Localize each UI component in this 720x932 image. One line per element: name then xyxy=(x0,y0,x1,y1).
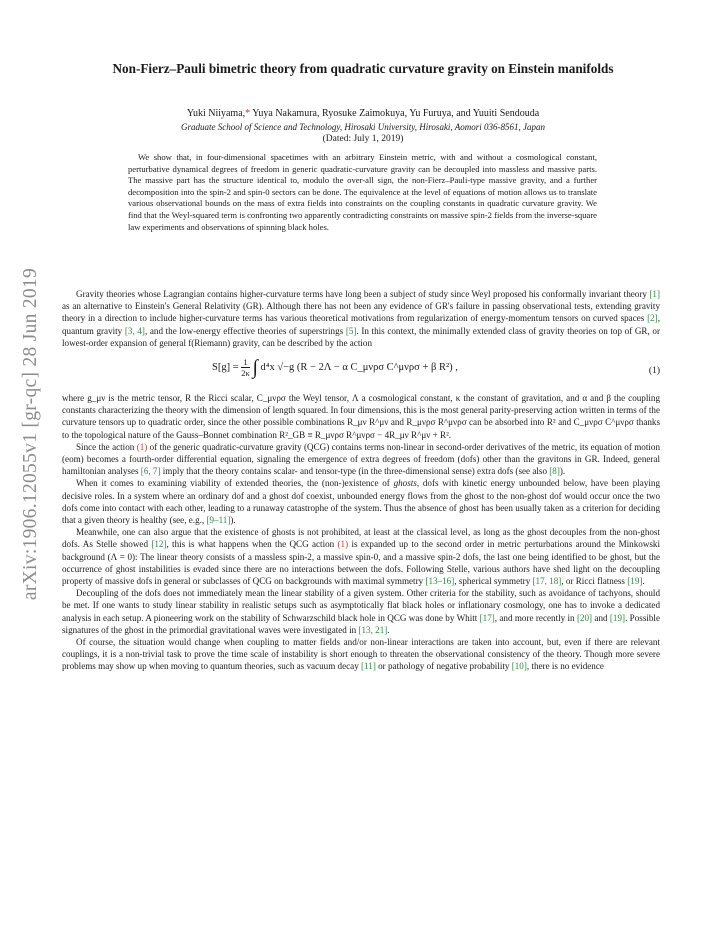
author-list xyxy=(88,107,638,120)
paragraph-1 xyxy=(62,288,660,349)
corresponding-author-marker[interactable]: * xyxy=(245,108,251,119)
paragraph-3 xyxy=(62,441,660,478)
other-authors: Yuya Nakamura, Ryosuke Zaimokuya, Yu Furuya, and Yuuiti Sendouda xyxy=(250,108,540,119)
text-run: Of course, the situation would change when coupling to matter fields and/or non-linear interactions are taken into account, but, even if there are relevant couplings, it is a non-trivial task to prove the time scale of instability is short enough to threaten the observational consistency of the theory. Though more severe problems may show up when moving to quantum theories, such as vacuum decay xyxy=(62,637,660,672)
citation-link[interactable]: [19] xyxy=(627,576,643,587)
date-line: (Dated: July 1, 2019) xyxy=(322,134,404,144)
paper-title: Non-Fierz–Pauli bimetric theory from quadratic curvature gravity on Einstein manifolds xyxy=(112,61,614,76)
text-run: , and the low-energy effective theories of superstrings xyxy=(144,325,346,336)
citation-link[interactable]: [9–11] xyxy=(206,515,231,526)
equation-ref-link[interactable]: (1) xyxy=(337,539,349,550)
paragraph-2: where g_μν is the metric tensor, R the Ricci scalar, C_μνρσ the Weyl tensor, Λ a cosmological constant, κ the constant of gravitation, and α and β the coupling constants characterizing the theory with the dimension of length squared. In four dimensions, this is the most general parity-preserving action written in terms of the curvature tensors up to quadratic order, since the other possible combinations R_μν R^μν and R_μνρσ R^μνρσ can be absorbed into R² and C_μνρσ C^μνρσ thanks to the topological nature of the Gauss–Bonnet combination R²_GB ≡ R_μνρσ R^μνρσ − 4R_μν R^μν + R². xyxy=(62,393,661,440)
text-run: . Possible signatures of the ghost in the primordial gravitational waves were investigated in xyxy=(62,612,660,635)
equation-number: (1) xyxy=(648,366,660,377)
text-run: , there is no evidence xyxy=(526,661,604,672)
affiliation: Graduate School of Science and Technology, Hirosaki University, Hirosaki, Aomori 036-8561, Japan xyxy=(180,122,546,132)
text-run: Meanwhile, one can also argue that the existence of ghosts is not prohibited, at least at the classical level, as long as the ghost decouples from the non-ghost dofs. As Stelle showed xyxy=(62,527,660,550)
text-run: of the generic quadratic-curvature gravity (QCG) contains terms non-linear in second-order derivatives of the metric, its equation of motion (eom) becomes a fourth-order differential equation, signaling the emergence of extra degrees of freedom (dofs) other than the gravitons in GR. Indeed, general hamiltonian analyses xyxy=(62,441,660,477)
citation-link[interactable]: [8] xyxy=(549,466,560,477)
text-run: and xyxy=(592,612,610,623)
arxiv-stamp-text: arXiv:1906.12055v1 [gr-qc] 28 Jun 2019 xyxy=(20,267,41,601)
equation-fraction xyxy=(241,357,250,378)
paragraph-6 xyxy=(62,587,660,636)
text-run: , or Ricci flatness xyxy=(561,576,628,587)
citation-link[interactable]: [19] xyxy=(609,612,626,623)
text-run: Gravity theories whose Lagrangian contains higher-curvature terms have long been a subject of study since Weyl proposed his conformally invariant theory xyxy=(76,289,650,299)
paragraph-5 xyxy=(62,526,660,587)
first-author: Yuki Niiyama, xyxy=(186,108,246,119)
text-run: . xyxy=(642,576,645,587)
citation-link[interactable]: [11] xyxy=(361,661,376,672)
citation-link[interactable]: [13–16] xyxy=(425,576,455,587)
text-run: as an alternative to Einstein's General Relativity (GR). Although there has not been any evidence of GR's failure in passing observational tests, extending gravity theory in a direction to include higher-curvature terms has various theoretical motivations from regularization of energy-momentum tensors on curved spaces xyxy=(62,301,660,324)
text-run: ). xyxy=(559,466,566,477)
equation-body xyxy=(212,357,458,378)
paragraph-4 xyxy=(62,477,660,526)
citation-link[interactable]: [13, 21] xyxy=(358,624,388,635)
equation-ref-link[interactable]: (1) xyxy=(136,441,148,452)
fraction-numerator: 1 xyxy=(241,357,250,368)
emphasis: ghosts xyxy=(393,478,417,489)
text-run: , quantum gravity xyxy=(62,313,660,336)
citation-link[interactable]: [17] xyxy=(479,612,495,623)
text-run: . xyxy=(387,624,390,635)
citation-link[interactable]: [20] xyxy=(576,612,593,623)
abstract: We show that, in four-dimensional spacetimes with an arbitrary Einstein metric, with and without a cosmological constant, perturbative dynamical degrees of freedom in generic quadratic-curvature gravity can be decoupled into massless and massive parts. The massive part has the structure identical to, modulo the over-all sign, the non-Fierz–Pauli-type massive gravity, and a further decomposition into the spin-2 and spin-0 sectors can be done. The equivalence at the level of equations of motion allows us to translate various observational bounds on the mass of extra fields into constraints on the coupling constants in quadratic curvature gravity. We find that the Weyl-squared term is confronting two apparently contradicting constraints on massive spin-2 fields from the inverse-square law experiments and observations of spinning black holes. xyxy=(128,152,597,232)
text-run: When it comes to examining viability of extended theories, the (non-)existence of xyxy=(76,478,394,489)
citation-link[interactable]: [17, 18] xyxy=(532,576,562,587)
citation-link[interactable]: [6, 7] xyxy=(140,466,161,477)
equation-1 xyxy=(62,355,660,385)
text-run: , spherical symmetry xyxy=(454,576,533,587)
integral-sign: ∫ xyxy=(252,356,258,379)
text-run: ). xyxy=(230,515,236,526)
citation-link[interactable]: [10] xyxy=(511,661,527,672)
citation-link[interactable]: [2] xyxy=(647,313,658,324)
text-run: , dofs with kinetic energy unbounded below, have been playing decisive roles. In a system where an ordinary dof and a ghost dof coexist, unbounded energy flows from the ghost to the non-ghost dof would occur once the two dofs come into contact with each other, leading to a runaway catastrophe of the system. Thus the absence of ghost has been usually taken as a criterion for deciding that a given theory is healthy (see, e.g., xyxy=(62,478,661,526)
citation-link[interactable]: [12] xyxy=(151,539,167,550)
text-run: or pathology of negative probability xyxy=(375,661,512,672)
text-run: . In this context, the minimally extended class of gravity theories on top of GR, or lowest-order expansion of general f(Riemann) gravity, can be described by the action xyxy=(62,325,660,348)
text-run: imply that the theory contains scalar- and tensor-type (in the three-dimensional sense) extra dofs (see also xyxy=(160,466,550,477)
text-run: Since the action xyxy=(76,441,137,452)
introduction-body xyxy=(62,288,660,673)
paragraph-7 xyxy=(62,636,660,673)
citation-link[interactable]: [3, 4] xyxy=(124,325,145,336)
text-run: is expanded up to the second order in metric perturbations around the Minkowski background (Λ = 0): The linear theory consists of a massless spin-2, a massive spin-0, and a massive spin-2 dofs, the last one being identified to be ghost, but the occurrence of ghost instabilities is evaded since there are no interactions between the dofs. Following Stelle, various authors have shed light on the decoupling property of massive dofs in general or subclasses of QCG on backgrounds with maximal symmetry xyxy=(62,539,660,587)
arxiv-stamp xyxy=(18,232,44,636)
equation-rhs: d⁴x √−g (R − 2Λ − α C_μνρσ C^μνρσ + β R²) , xyxy=(257,361,458,373)
text-run: Decoupling of the dofs does not immediately mean the linear stability of a given system. Other criteria for the stability, such as avoidance of tachyons, should be met. If one wants to study linear stability in realistic setups such as asymptotically flat black holes or inflationary cosmology, one has to invoke a dedicated analysis in each setup. A pioneering work on the stability of Schwarzschild black hole in QCG was done by Whitt xyxy=(62,588,660,623)
citation-link[interactable]: [5] xyxy=(345,325,357,336)
citation-link[interactable]: [1] xyxy=(649,289,660,299)
text-run: , and more recently in xyxy=(494,612,577,623)
equation-lhs: S[g] = xyxy=(212,361,242,373)
text-run: , this is what happens when the QCG action xyxy=(166,539,338,550)
fraction-denominator: 2κ xyxy=(241,368,250,379)
